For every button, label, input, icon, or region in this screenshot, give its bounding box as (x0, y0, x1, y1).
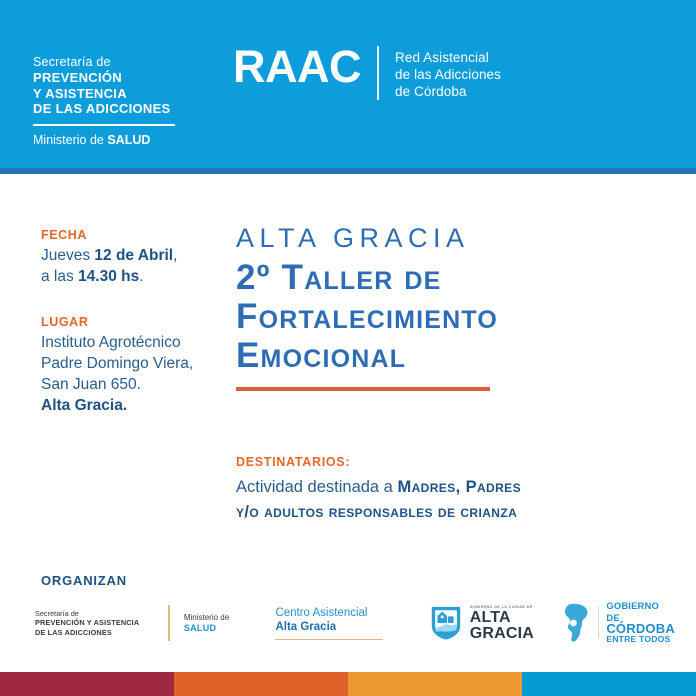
lugar-value (41, 332, 226, 416)
org-ministerio-line1: Ministerio de (183, 613, 230, 622)
destinatarios-label: DESTINATARIOS: (236, 455, 351, 469)
headline-line2: Fortalecimiento (236, 297, 499, 336)
org-ministerio-line2: SALUD (183, 623, 217, 633)
org-centro-underline (275, 639, 383, 641)
lugar-line4 (41, 395, 226, 416)
organizan-heading: ORGANIZAN (41, 573, 127, 588)
bottom-color-bar (0, 672, 696, 696)
destinatarios-line1 (236, 475, 656, 500)
cordoba-line1: GOBIERNO DE (606, 600, 659, 623)
header-ministerio-bold: SALUD (107, 132, 151, 147)
raac-logo-divider (377, 46, 379, 100)
destinatarios-line2: y/o adultos responsables de crianza (236, 503, 518, 521)
cordoba-logo-text (606, 600, 675, 646)
organizer-logo-alta-gracia (429, 605, 534, 641)
org-secretaria-line2: PREVENCIÓN Y ASISTENCIA (35, 618, 140, 628)
bottom-bar-segment-1 (0, 672, 174, 696)
cordoba-map-icon (564, 603, 591, 643)
city-name: ALTA GRACIA (236, 223, 470, 253)
title-underline-rule (236, 387, 490, 391)
raac-acronym: RAAC (233, 41, 361, 92)
raac-logo (233, 41, 502, 100)
org-centro-line1: Centro Asistencial (275, 606, 368, 619)
fecha-block (41, 228, 226, 287)
lugar-line3: San Juan 650. (41, 376, 141, 393)
raac-subtitle (395, 44, 501, 100)
lugar-line1: Instituto Agrotécnico (41, 334, 181, 351)
cordoba-line2: CÓRDOBA (606, 621, 675, 636)
cordoba-line3: ENTRE TODOS (606, 634, 671, 645)
header-secretaria-logo (33, 55, 233, 148)
bottom-bar-segment-4 (522, 672, 696, 696)
headline-line3: Emocional (236, 336, 407, 375)
lugar-block (41, 315, 226, 416)
cordoba-logo-divider (598, 607, 599, 639)
header-secretaria-line1: Secretaría de (33, 55, 111, 69)
event-details-column (41, 228, 226, 416)
organizer-logo-centro-asistencial (275, 606, 402, 641)
fecha-line2-plain: a las (41, 268, 79, 285)
fecha-line2-bold: 14.30 hs (78, 268, 140, 285)
fecha-line2-tail: . (139, 268, 144, 285)
organizer-logo-divider (168, 605, 170, 641)
org-secretaria-line1: Secretaría de (35, 608, 79, 618)
bottom-bar-segment-2 (174, 672, 348, 696)
fecha-line1-bold: 12 de Abril (94, 247, 174, 264)
header-bottom-stripe (0, 168, 696, 174)
organizer-logo-gobierno-cordoba (564, 600, 675, 646)
organizer-logo-secretaria (35, 609, 166, 637)
destinatarios-block (236, 455, 656, 525)
org-secretaria-line3: DE LAS ADICCIONES (35, 627, 112, 637)
alta-gracia-line1: ALTA (469, 609, 511, 626)
header-secretaria-line4: DE LAS ADICCIONES (33, 101, 171, 116)
fecha-label: FECHA (41, 228, 88, 242)
raac-subtitle-line1: Red Asistencial (395, 50, 489, 65)
fecha-line1-tail: , (173, 247, 178, 264)
header-ministerio (33, 132, 233, 148)
fecha-line1 (41, 245, 226, 266)
org-centro-line2: Alta Gracia (275, 620, 337, 633)
lugar-label: LUGAR (41, 315, 89, 329)
event-headline (236, 258, 666, 375)
destinatarios-body (236, 475, 656, 525)
fecha-line1-plain: Jueves (41, 247, 95, 264)
header-secretaria-line3: Y ASISTENCIA (33, 85, 127, 101)
bottom-bar-segment-3 (348, 672, 522, 696)
main-title-block (236, 222, 666, 391)
raac-subtitle-line2: de las Adicciones (395, 67, 502, 82)
header-secretaria-line2: PREVENCIÓN (33, 70, 122, 85)
alta-gracia-logo-text (470, 605, 534, 641)
organizer-logos-row (35, 598, 675, 648)
fecha-value (41, 245, 226, 287)
header-divider-rule (33, 124, 175, 126)
lugar-line2: Padre Domingo Viera, (41, 355, 194, 372)
fecha-line2 (41, 266, 226, 287)
raac-subtitle-line3: de Córdoba (395, 84, 467, 99)
header-ministerio-prefix: Ministerio de (33, 132, 108, 147)
alta-gracia-top-line: GOBIERNO DE LA CIUDAD DE (469, 605, 533, 609)
lugar-line4-bold: Alta Gracia. (41, 397, 128, 414)
destinatarios-line1-plain: Actividad destinada a (236, 478, 398, 496)
alta-gracia-line2: GRACIA (469, 624, 535, 642)
alta-gracia-shield-icon (429, 605, 463, 641)
headline-line1: 2º Taller de (236, 258, 442, 297)
destinatarios-line1-bold: Madres, Padres (397, 478, 521, 496)
organizer-logo-ministerio (184, 612, 254, 634)
header-banner (0, 0, 696, 168)
